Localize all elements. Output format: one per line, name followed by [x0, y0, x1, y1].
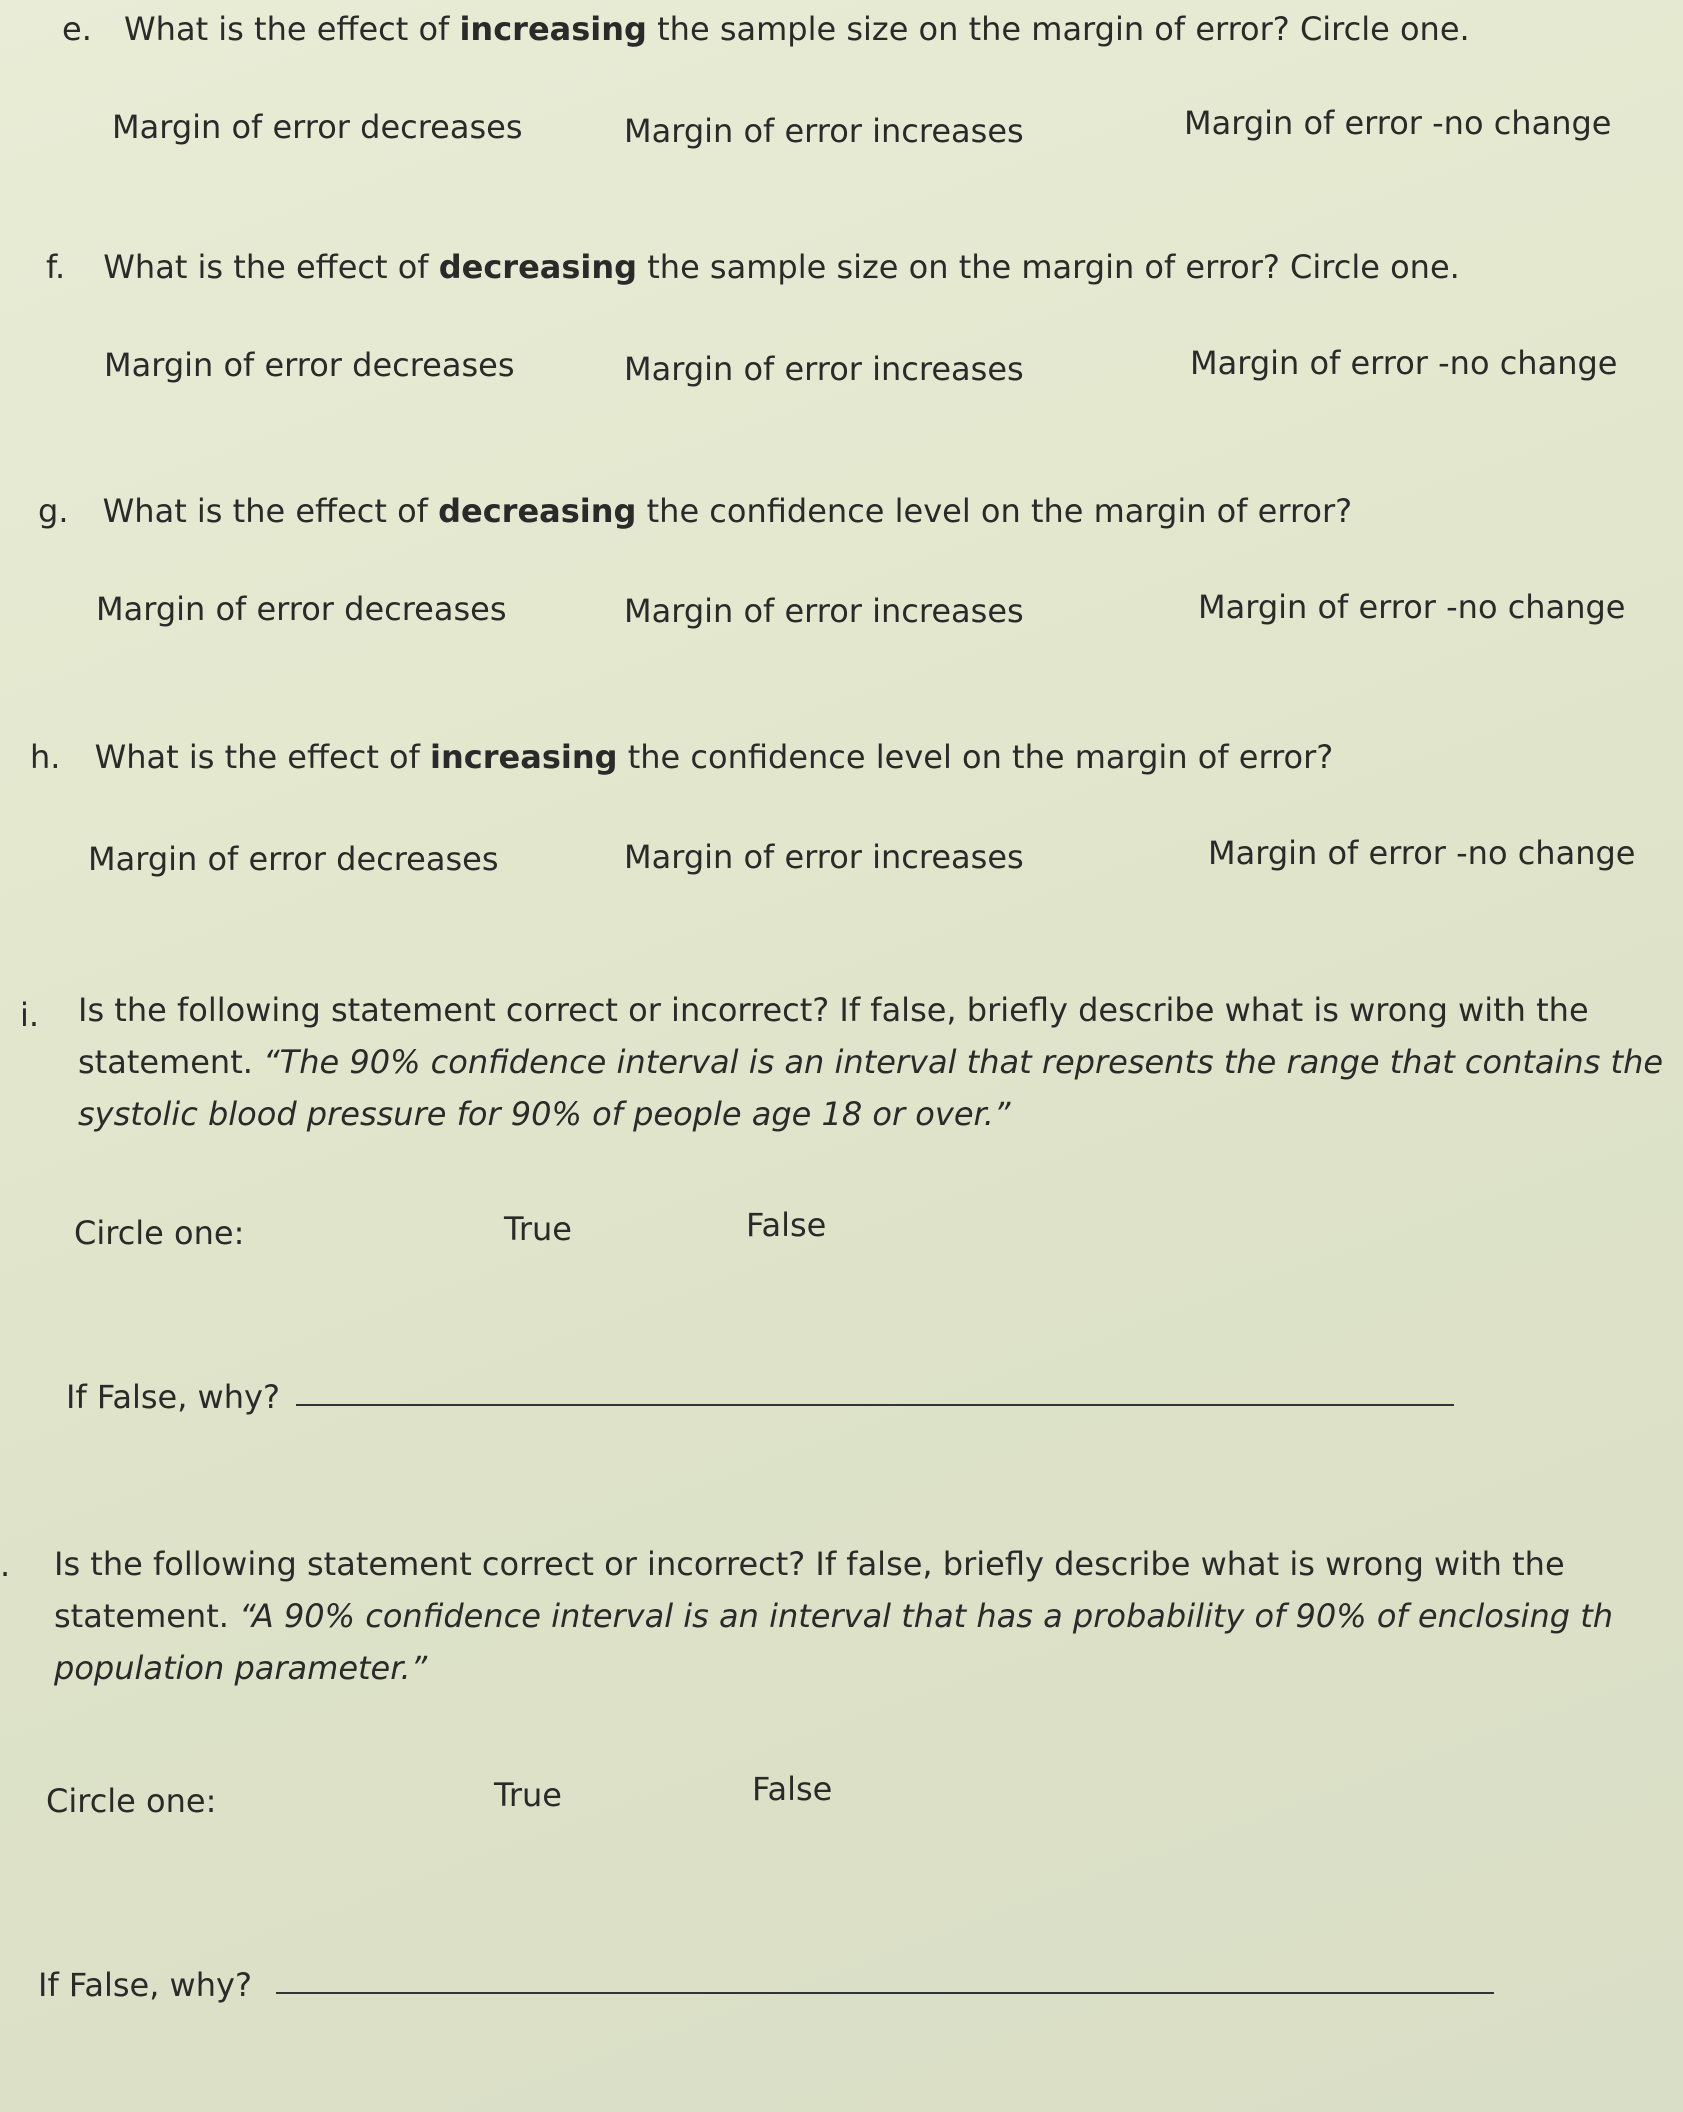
question-number-j: .: [0, 1546, 11, 1584]
statement-i: Is the following statement correct or incorrect? If false, briefly describe what is wrong with the statement. “The 90% confidence interval is an interval that represents the range that contains the systolic blood pressure for 90% of people age 18 or over.”: [78, 991, 1664, 1133]
option-decreases[interactable]: Margin of error decreases: [112, 108, 523, 146]
question-number-i: i.: [20, 996, 40, 1034]
false-option[interactable]: False: [746, 1206, 827, 1244]
option-decreases[interactable]: Margin of error decreases: [104, 346, 515, 384]
option-increases[interactable]: Margin of error increases: [624, 350, 1024, 388]
answer-line[interactable]: [276, 1992, 1494, 1994]
statement-j: Is the following statement correct or incorrect? If false, briefly describe what is wrong with the statement. “A 90% confidence interval is an interval that has a probability of 90% of enclosing th population parameter.”: [54, 1545, 1614, 1687]
option-increases[interactable]: Margin of error increases: [624, 838, 1024, 876]
option-no-change[interactable]: Margin of error -no change: [1198, 588, 1626, 626]
option-decreases[interactable]: Margin of error decreases: [96, 590, 507, 628]
question-h: h. What is the effect of increasing the confidence level on the margin of error?: [30, 738, 1334, 776]
answer-line[interactable]: [296, 1404, 1454, 1406]
if-false-why-label: If False, why?: [66, 1378, 280, 1416]
option-no-change[interactable]: Margin of error -no change: [1184, 104, 1612, 142]
question-f: f. What is the effect of decreasing the sample size on the margin of error? Circle one.: [46, 248, 1460, 286]
option-no-change[interactable]: Margin of error -no change: [1208, 834, 1636, 872]
true-option[interactable]: True: [494, 1776, 562, 1814]
question-e: e. What is the effect of increasing the sample size on the margin of error? Circle one.: [62, 10, 1470, 48]
question-g: g. What is the effect of decreasing the confidence level on the margin of error?: [38, 492, 1353, 530]
question-number: f.: [46, 248, 66, 286]
circle-one-label: Circle one:: [74, 1214, 245, 1252]
question-number: e.: [62, 10, 92, 48]
if-false-why-label: If False, why?: [38, 1966, 252, 2004]
true-option[interactable]: True: [504, 1210, 572, 1248]
option-no-change[interactable]: Margin of error -no change: [1190, 344, 1618, 382]
option-increases[interactable]: Margin of error increases: [624, 592, 1024, 630]
circle-one-label: Circle one:: [46, 1782, 217, 1820]
option-decreases[interactable]: Margin of error decreases: [88, 840, 499, 878]
question-number: g.: [38, 492, 69, 530]
option-increases[interactable]: Margin of error increases: [624, 112, 1024, 150]
false-option[interactable]: False: [752, 1770, 833, 1808]
question-number: h.: [30, 738, 61, 776]
